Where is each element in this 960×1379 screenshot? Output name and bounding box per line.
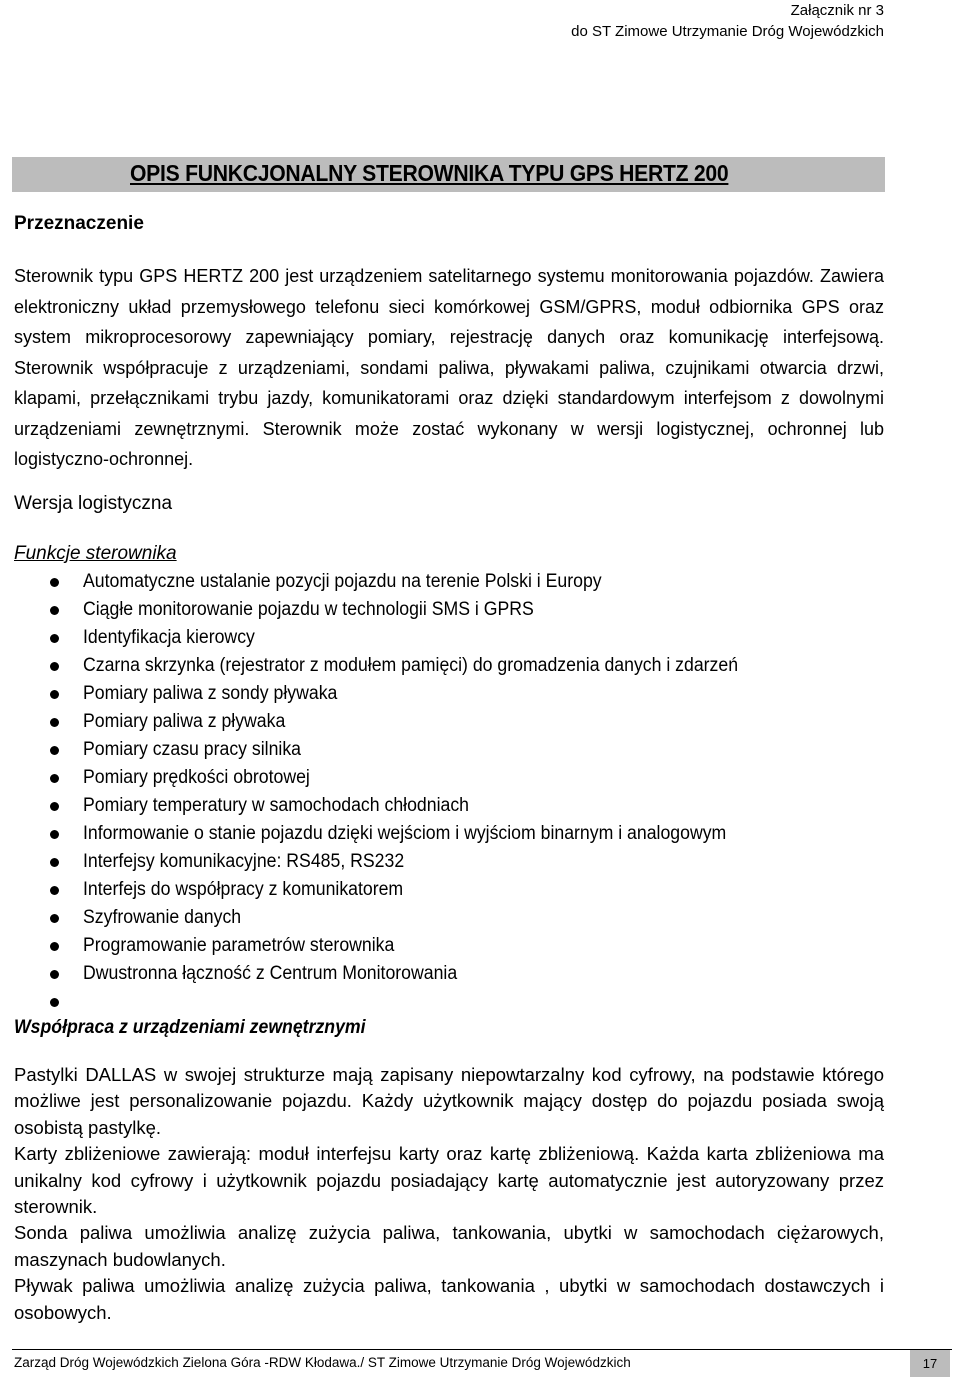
bullet-icon — [50, 690, 59, 699]
paragraph-dallas: Pastylki DALLAS w swojej strukturze mają zapisany niepowtarzalny kod cyfrowy, na podstawie którego możliwe jest personalizowanie pojazdu. Każdy użytkownik mający dostęp do pojazdu posiada swoją osobistą pastylkę. — [14, 1064, 884, 1138]
bullet-icon — [50, 914, 59, 923]
header-attachment-number: Załącznik nr 3 — [790, 2, 884, 19]
header-attachment-reference: do ST Zimowe Utrzymanie Dróg Wojewódzkich — [571, 23, 884, 40]
list-item-text: Pomiary paliwa z sondy pływaka — [83, 683, 338, 704]
bullet-icon — [50, 746, 59, 755]
bullet-icon — [50, 774, 59, 783]
list-item-text: Dwustronna łączność z Centrum Monitorowania — [83, 963, 458, 984]
list-item-text: Interfejs do współpracy z komunikatorem — [83, 879, 404, 900]
bullet-icon — [50, 634, 59, 643]
bullet-icon — [50, 606, 59, 615]
section-heading-wersja-logistyczna: Wersja logistyczna — [14, 493, 173, 514]
bullet-icon — [50, 858, 59, 867]
section-heading-funkcje-sterownika: Funkcje sterownika — [14, 543, 177, 564]
intro-paragraph: Sterownik typu GPS HERTZ 200 jest urządzeniem satelitarnego systemu monitorowania pojazdów. Zawiera elektroniczny układ przemysłowego telefonu sieci komórkowej GSM/GPRS, moduł odbiornika GPS oraz system mikroprocesorowy zapewniający pomiary, rejestrację danych oraz komunikację interfejsową. Sterownik współpracuje z urządzeniami, sondami paliwa, pływakami paliwa, czujnikami otwarcia drzwi, klapami, przełącznikami trybu jazdy, komunikatorami oraz dzięki standardowym interfejsom z dowolnymi urządzeniami zewnętrznymi. Sterownik może zostać wykonany w wersji logistycznej, ochronnej lub logistyczno-ochronnej. — [14, 266, 884, 469]
list-item-text: Pomiary temperatury w samochodach chłodniach — [83, 795, 469, 816]
list-item-text: Interfejsy komunikacyjne: RS485, RS232 — [83, 851, 405, 872]
bullet-icon — [50, 886, 59, 895]
section-heading-wspolpraca: Współpraca z urządzeniami zewnętrznymi — [14, 1017, 366, 1038]
list-item-text: Pomiary paliwa z pływaka — [83, 711, 286, 732]
bullet-icon — [50, 662, 59, 671]
bullet-icon — [50, 718, 59, 727]
paragraph-plywak: Pływak paliwa umożliwia analizę zużycia paliwa, tankowania , ubytki w samochodach dostawczych i osobowych. — [14, 1275, 884, 1323]
list-item-text: Szyfrowanie danych — [83, 907, 242, 928]
list-item-text: Programowanie parametrów sterownika — [83, 935, 395, 956]
footer-divider — [12, 1349, 952, 1350]
bullet-icon — [50, 970, 59, 979]
paragraph-karty: Karty zbliżeniowe zawierają: moduł interfejsu karty oraz kartę zbliżeniową. Każda karta zbliżeniowa ma unikalny kod cyfrowy i użytkownik pojazdu posiadający kartę automatycznie jest autoryzowany przez sterownik. — [14, 1143, 884, 1218]
bullet-icon — [50, 802, 59, 811]
cooperation-text — [14, 1062, 884, 1326]
bullet-icon — [50, 578, 59, 587]
footer-text: Zarząd Dróg Wojewódzkich Zielona Góra -RDW Kłodawa./ ST Zimowe Utrzymanie Dróg Wojewódzkich — [14, 1355, 631, 1370]
list-item-text: Automatyczne ustalanie pozycji pojazdu na terenie Polski i Europy — [83, 571, 602, 592]
bullet-icon — [50, 830, 59, 839]
list-item-text: Ciągłe monitorowanie pojazdu w technologii SMS i GPRS — [83, 599, 534, 620]
bullet-icon — [50, 942, 59, 951]
list-item-text: Czarna skrzynka (rejestrator z modułem pamięci) do gromadzenia danych i zdarzeń — [83, 655, 739, 676]
list-item-text: Informowanie o stanie pojazdu dzięki wejściom i wyjściom binarnym i analogowym — [83, 823, 727, 844]
section-heading-przeznaczenie: Przeznaczenie — [14, 213, 144, 234]
list-item-text: Identyfikacja kierowcy — [83, 627, 255, 648]
paragraph-sonda: Sonda paliwa umożliwia analizę zużycia paliwa, tankowania, ubytki w samochodach ciężarowych, maszynach budowlanych. — [14, 1222, 884, 1270]
list-item-text: Pomiary prędkości obrotowej — [83, 767, 310, 788]
document-title: OPIS FUNKCJONALNY STEROWNIKA TYPU GPS HERTZ 200 — [130, 160, 729, 186]
page-header — [571, 0, 884, 42]
page-number: 17 — [910, 1350, 950, 1377]
bullet-icon — [50, 998, 59, 1007]
list-item-text: Pomiary czasu pracy silnika — [83, 739, 302, 760]
